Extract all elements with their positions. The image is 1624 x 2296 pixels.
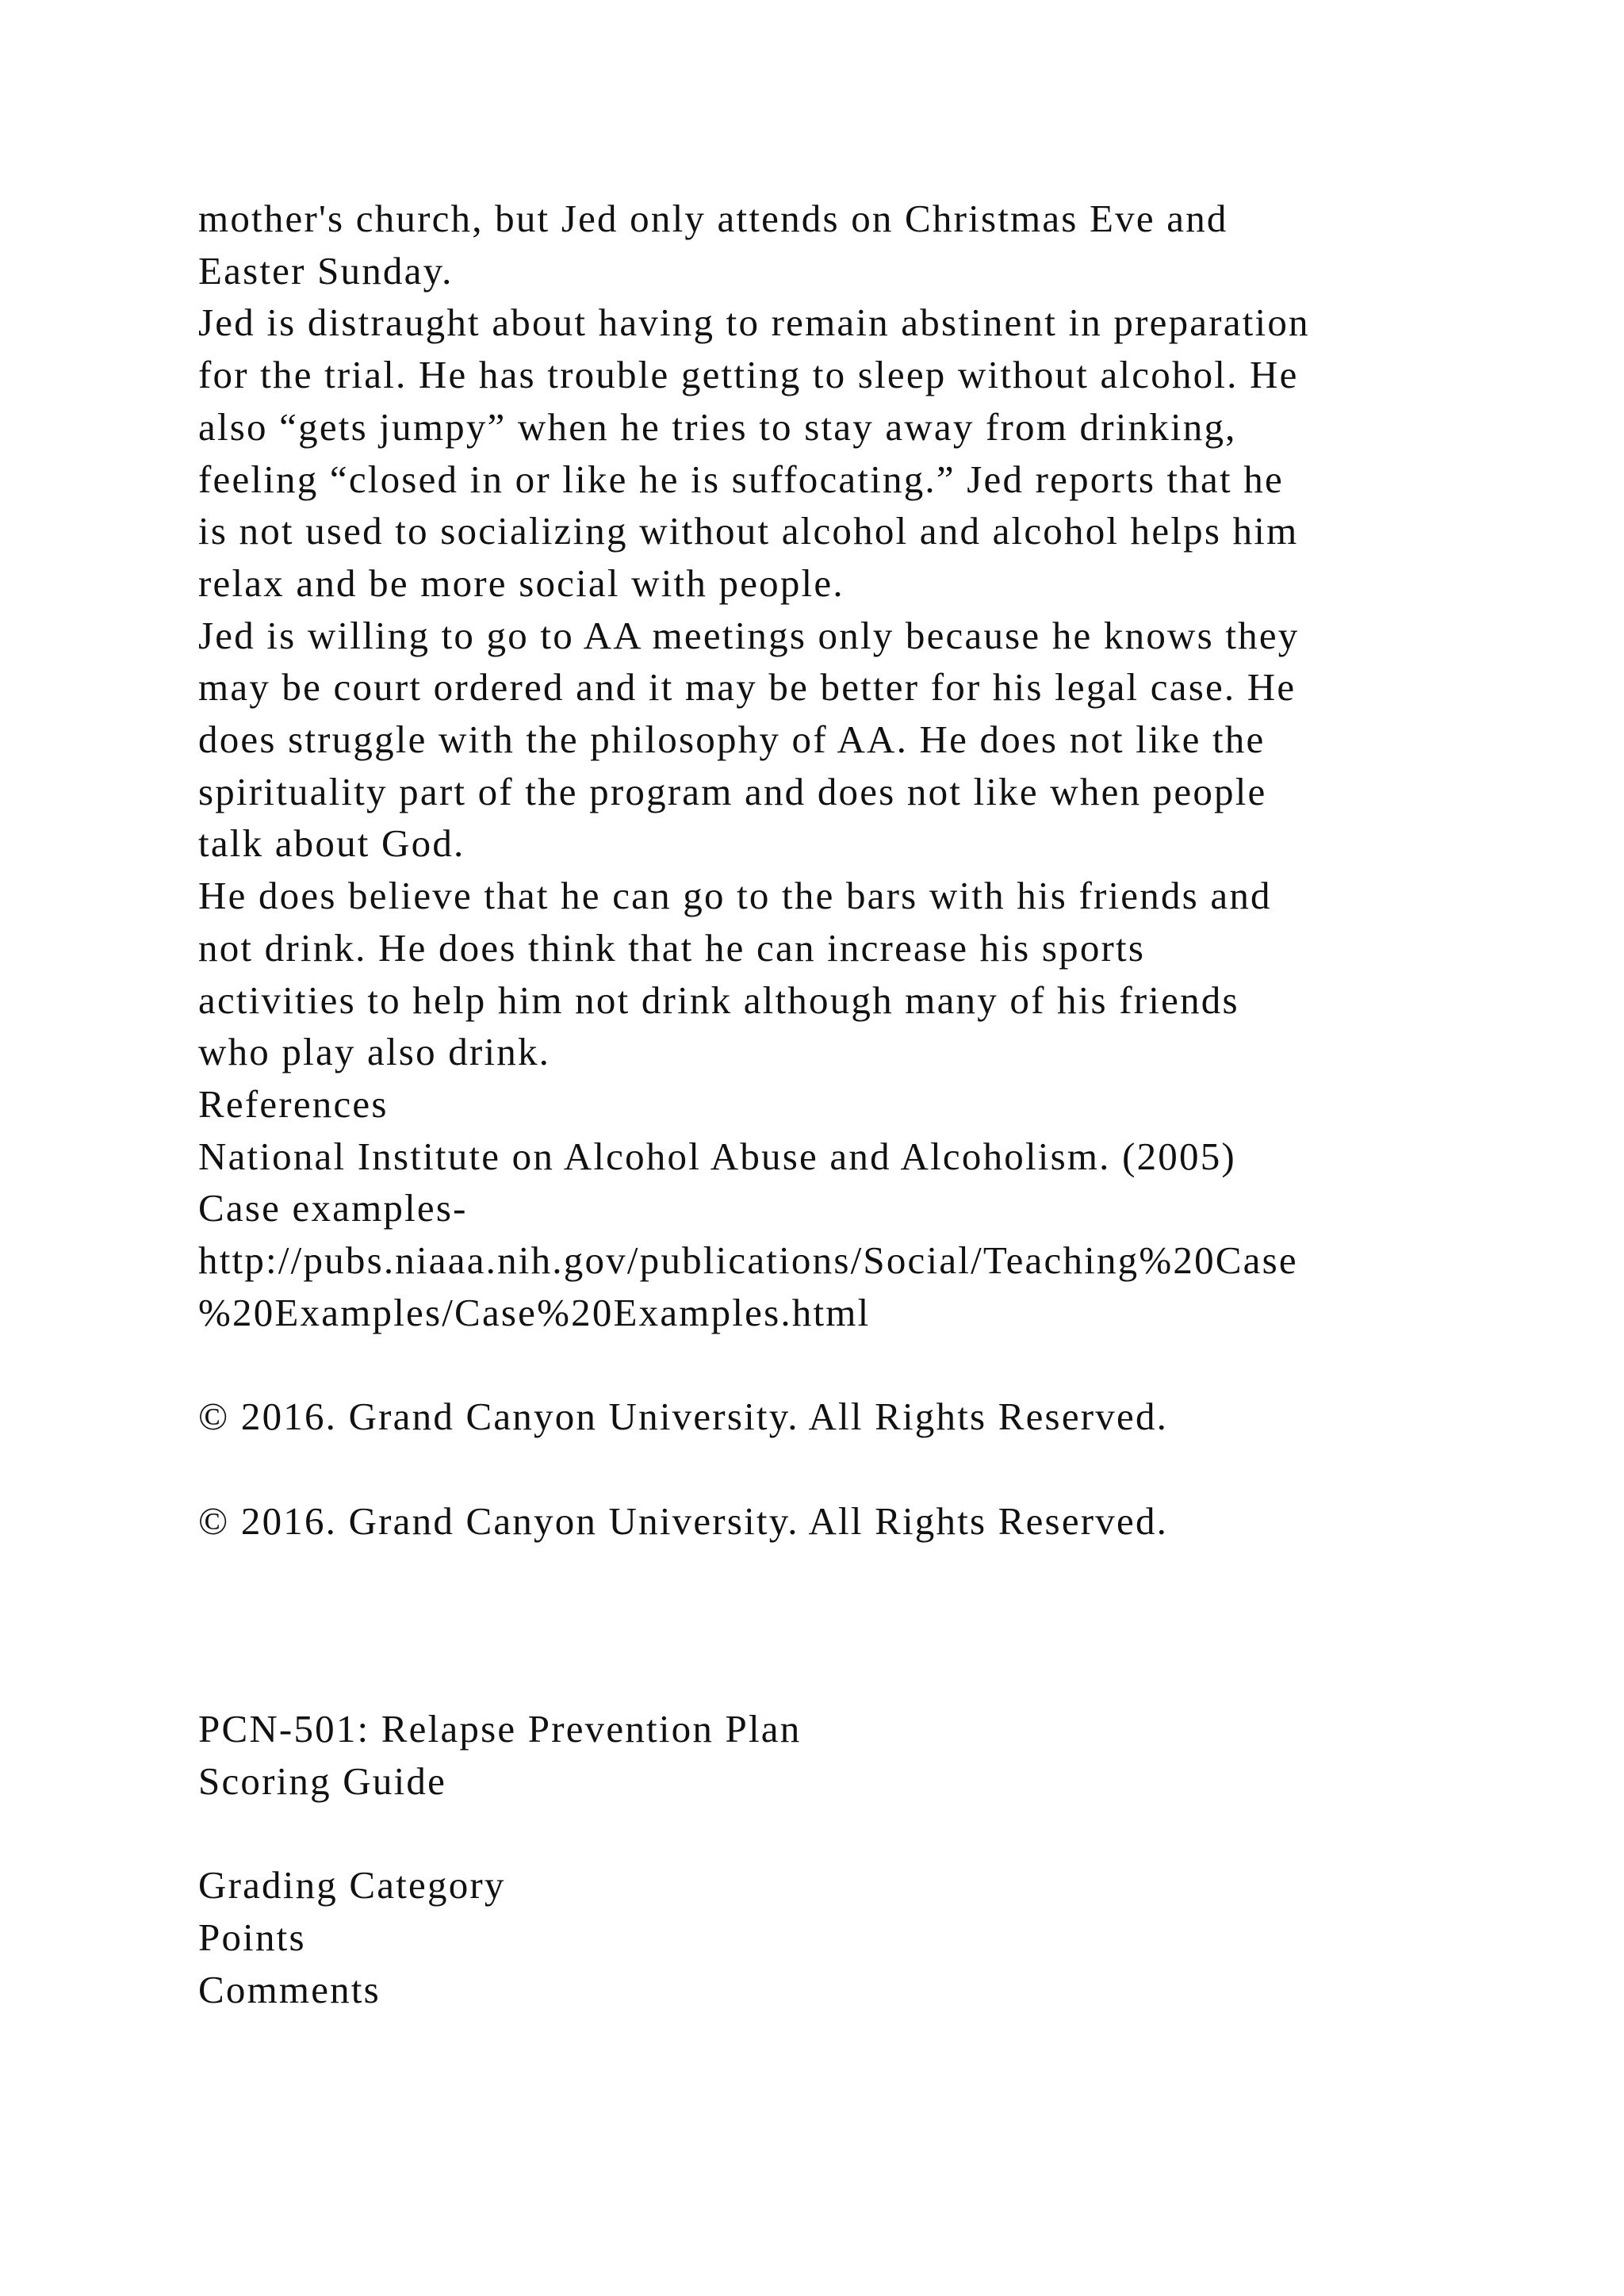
scoring-guide-section xyxy=(198,1703,1594,2015)
spacer xyxy=(198,1338,1594,1391)
spacer xyxy=(198,1443,1594,1495)
copyright-notice: © 2016. Grand Canyon University. All Rights Reserved. xyxy=(198,1395,1169,1439)
body-line: He does believe that he can go to the bars with his friends and xyxy=(198,874,1272,918)
copyright-notice: © 2016. Grand Canyon University. All Rights Reserved. xyxy=(198,1498,1169,1543)
document-page xyxy=(198,193,1594,2015)
body-line: for the trial. He has trouble getting to sleep without alcohol. He xyxy=(198,353,1299,397)
body-line: Jed is willing to go to AA meetings only because he knows they xyxy=(198,613,1300,657)
reference-line: National Institute on Alcohol Abuse and Alcoholism. (2005) xyxy=(198,1134,1236,1178)
body-line: activities to help him not drink although many of his friends xyxy=(198,978,1239,1022)
reference-url-line: http://pubs.niaaa.nih.gov/publications/Social/Teaching%20Case xyxy=(198,1238,1298,1283)
body-line: is not used to socializing without alcohol and alcohol helps him xyxy=(198,509,1299,553)
body-line: does struggle with the philosophy of AA. He does not like the xyxy=(198,718,1266,762)
body-line: may be court ordered and it may be better for his legal case. He xyxy=(198,665,1297,710)
case-body xyxy=(198,193,1594,1078)
scoring-guide-subtitle: Scoring Guide xyxy=(198,1758,447,1803)
spacer xyxy=(198,1808,1594,1860)
body-line: talk about God. xyxy=(198,821,465,866)
column-header-grading-category: Grading Category xyxy=(198,1863,506,1908)
body-line: Easter Sunday. xyxy=(198,248,454,293)
body-line: feeling “closed in or like he is suffocating.” Jed reports that he xyxy=(198,457,1284,501)
column-header-comments: Comments xyxy=(198,1967,381,2011)
reference-line: Case examples- xyxy=(198,1186,468,1230)
body-line: who play also drink. xyxy=(198,1030,551,1074)
references-section xyxy=(198,1078,1594,1339)
spacer xyxy=(198,1547,1594,1703)
reference-url-line: %20Examples/Case%20Examples.html xyxy=(198,1290,871,1334)
scoring-guide-title: PCN-501: Relapse Prevention Plan xyxy=(198,1707,802,1751)
body-line: mother's church, but Jed only attends on Christmas Eve and xyxy=(198,197,1228,240)
body-line: not drink. He does think that he can increase his sports xyxy=(198,925,1146,970)
references-heading: References xyxy=(198,1081,389,1126)
body-line: relax and be more social with people. xyxy=(198,561,845,605)
body-line: spirituality part of the program and does not like when people xyxy=(198,769,1267,813)
column-header-points: Points xyxy=(198,1915,306,1960)
body-line: Jed is distraught about having to remain abstinent in preparation xyxy=(198,300,1310,345)
body-line: also “gets jumpy” when he tries to stay away from drinking, xyxy=(198,404,1237,449)
